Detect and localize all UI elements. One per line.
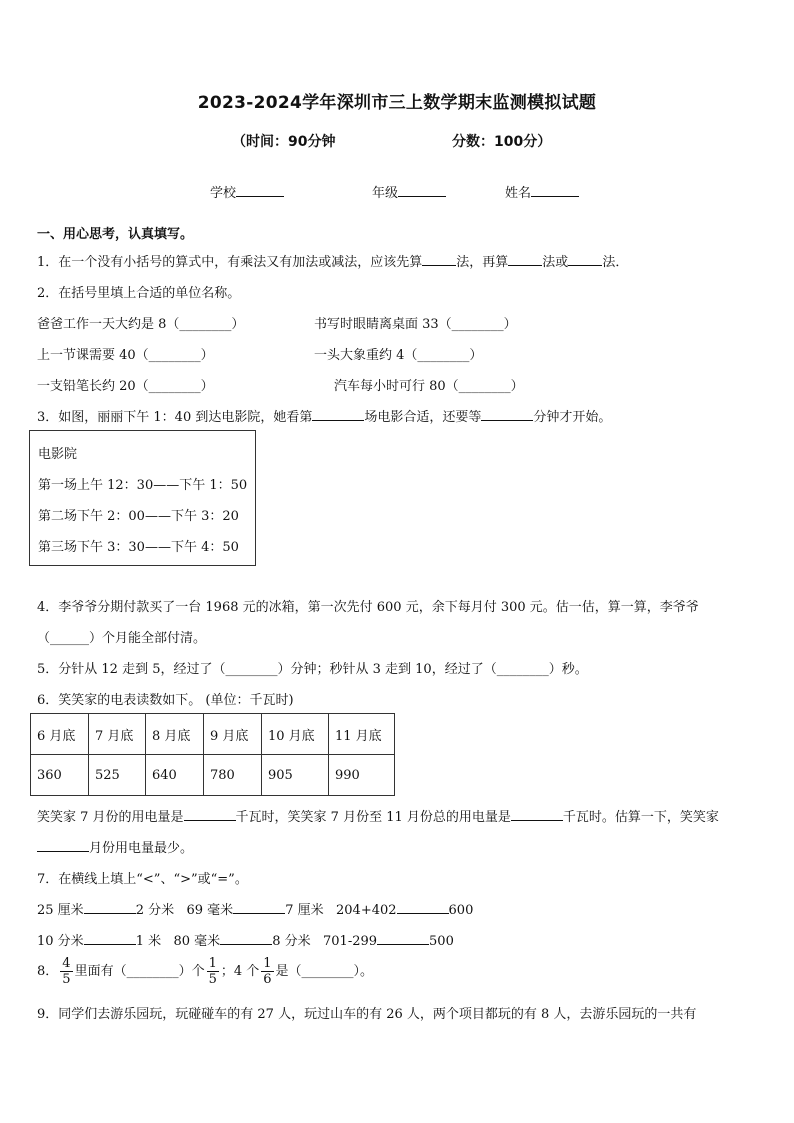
- q3-text-b: 场电影合适，还要等: [364, 410, 482, 425]
- table-cell: 525: [89, 755, 146, 796]
- cinema-title: 电影院: [38, 447, 78, 462]
- q3-text-c: 分钟才开始。: [533, 410, 612, 425]
- q1-blank-3[interactable]: [568, 253, 602, 266]
- table-cell: 640: [146, 755, 204, 796]
- table-header-cell: 7 月底: [89, 714, 146, 755]
- grade-label: 年级: [372, 186, 399, 201]
- q3-blank-1[interactable]: [312, 408, 364, 421]
- question-7-row-1: [37, 899, 473, 918]
- q7-r1-c: 69 毫米: [186, 903, 234, 918]
- q2-item-3: 上一节课需要 40（________）: [37, 348, 214, 363]
- q7-r1-a: 25 厘米: [37, 903, 84, 918]
- table-row: [31, 755, 395, 796]
- question-7-stem: 7．在横线上填上“<”、“>”或“=”。: [37, 872, 248, 887]
- question-1: [37, 251, 628, 270]
- q1-text-a: 1．在一个没有小括号的算式中，有乘法又有加法或减法，应该先算: [37, 255, 423, 270]
- section-title: 一、用心思考，认真填写。: [37, 227, 194, 242]
- question-2-stem: 2．在括号里填上合适的单位名称。: [37, 286, 241, 301]
- cinema-show-2: 第二场下午 2：00——下午 3：20: [38, 509, 239, 524]
- q7-blank[interactable]: [233, 901, 285, 914]
- question-9: 9．同学们去游乐园玩，玩碰碰车的有 27 人，玩过山车的有 26 人，两个项目都玩的有 8 人，去游乐园玩的一共有: [37, 1007, 697, 1022]
- exam-score: 分数：100分）: [452, 134, 552, 150]
- table-cell: 780: [204, 755, 262, 796]
- table-header-cell: 8 月底: [146, 714, 204, 755]
- q8-text-a: 里面有（________）个: [74, 964, 205, 979]
- q1-text-b: 法，再算: [456, 255, 509, 270]
- exam-time: （时间：90分钟: [232, 134, 336, 150]
- question-7-row-2: [37, 930, 454, 949]
- question-6-stem: 6．笑笑家的电表读数如下。 (单位：千瓦时): [37, 693, 294, 708]
- q2-item-2: 书写时眼睛离桌面 33（________）: [314, 317, 517, 332]
- q8-text-b: ；4 个: [220, 964, 260, 979]
- fraction-1-6: $\frac{1}{6}$: [263, 956, 272, 987]
- q6-blank-3[interactable]: [37, 839, 89, 852]
- table-header-cell: 11 月底: [329, 714, 395, 755]
- question-4-line-1: 4．李爷爷分期付款买了一台 1968 元的冰箱，第一次先付 600 元，余下每月付 300 元。估一估，算一算，李爷爷: [37, 600, 699, 615]
- q6-text-b: 千瓦时，笑笑家 7 月份至 11 月份总的用电量是: [235, 810, 511, 825]
- question-5: 5．分针从 12 走到 5，经过了（________）分钟；秒针从 3 走到 10，经过了（________）秒。: [37, 662, 588, 677]
- q2-item-5: 一支铅笔长约 20（________）: [37, 379, 214, 394]
- q2-item-1: 爸爸工作一天大约是 8（________）: [37, 317, 245, 332]
- q7-r2-f: 500: [429, 934, 454, 949]
- table-cell: 990: [329, 755, 395, 796]
- grade-blank[interactable]: [398, 184, 446, 197]
- question-8: [37, 956, 373, 987]
- q1-blank-2[interactable]: [508, 253, 542, 266]
- name-field: [505, 182, 579, 201]
- q6-text-d: 月份用电量最少。: [89, 841, 194, 856]
- q7-blank[interactable]: [84, 932, 136, 945]
- question-6-line-2: [37, 837, 193, 856]
- grade-field: [372, 182, 446, 201]
- name-label: 姓名: [505, 186, 532, 201]
- cinema-schedule-box: [29, 430, 256, 566]
- table-cell: 905: [262, 755, 329, 796]
- q7-blank[interactable]: [377, 932, 429, 945]
- school-field: [210, 182, 284, 201]
- q7-r1-b: 2 分米: [135, 903, 175, 918]
- q2-item-4: 一头大象重约 4（________）: [314, 348, 483, 363]
- q7-r1-d: 7 厘米: [285, 903, 324, 918]
- q6-text-c: 千瓦时。估算一下，笑笑家: [562, 810, 719, 825]
- q1-blank-1[interactable]: [422, 253, 456, 266]
- question-4-line-2: （______）个月能全部付清。: [37, 631, 207, 646]
- q7-blank[interactable]: [84, 901, 136, 914]
- q3-blank-2[interactable]: [481, 408, 533, 421]
- fraction-4-5: $\frac{4}{5}$: [62, 956, 71, 987]
- q7-r2-e: 701-299: [323, 934, 378, 949]
- question-3: [37, 406, 611, 425]
- q7-r2-c: 80 毫米: [173, 934, 221, 949]
- q1-text-c: 法或: [542, 255, 569, 270]
- q7-r2-d: 8 分米: [272, 934, 311, 949]
- q2-item-6: 汽车每小时可行 80（________）: [334, 379, 524, 394]
- q8-label: 8．: [37, 964, 59, 979]
- q7-r2-b: 1 米: [135, 934, 162, 949]
- table-row: [31, 714, 395, 755]
- name-blank[interactable]: [531, 184, 579, 197]
- cinema-show-3: 第三场下午 3：30——下午 4：50: [38, 540, 239, 555]
- q6-text-a: 笑笑家 7 月份的用电量是: [37, 810, 184, 825]
- q6-blank-1[interactable]: [184, 808, 236, 821]
- q7-r2-a: 10 分米: [37, 934, 84, 949]
- q7-r1-f: 600: [448, 903, 474, 918]
- question-6-line-1: [37, 806, 719, 825]
- page-title: 2023-2024学年深圳市三上数学期末监测模拟试题: [197, 93, 597, 113]
- fraction-1-5: $\frac{1}{5}$: [208, 956, 217, 987]
- q7-blank[interactable]: [397, 901, 449, 914]
- q3-text-a: 3．如图，丽丽下午 1：40 到达电影院，她看第: [37, 410, 313, 425]
- q6-blank-2[interactable]: [511, 808, 563, 821]
- q8-text-c: 是（________）。: [275, 964, 374, 979]
- q1-text-d: 法．: [602, 255, 629, 270]
- table-header-cell: 9 月底: [204, 714, 262, 755]
- cinema-show-1: 第一场上午 12：30——下午 1：50: [38, 478, 248, 493]
- school-label: 学校: [210, 186, 237, 201]
- table-header-cell: 10 月底: [262, 714, 329, 755]
- q7-blank[interactable]: [220, 932, 272, 945]
- table-header-cell: 6 月底: [31, 714, 89, 755]
- table-cell: 360: [31, 755, 89, 796]
- school-blank[interactable]: [236, 184, 284, 197]
- meter-reading-table: [30, 713, 395, 796]
- q7-r1-e: 204+402: [336, 903, 397, 918]
